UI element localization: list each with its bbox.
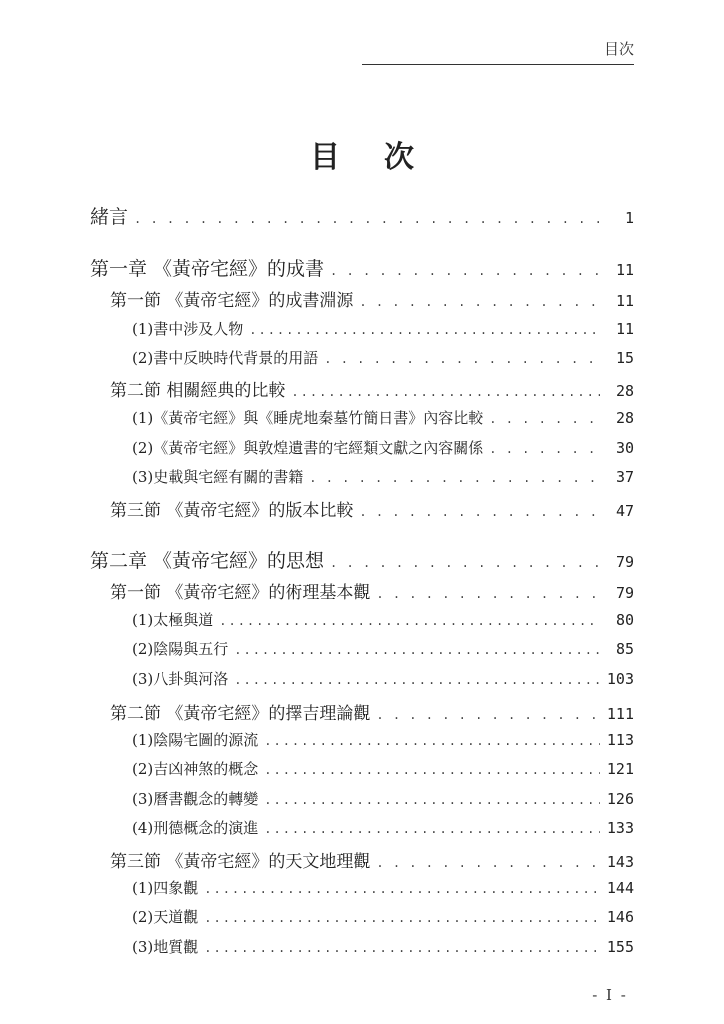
toc-entry-subsection[interactable] — [132, 817, 634, 838]
toc-entry-subsection[interactable] — [132, 638, 634, 659]
toc-page: 15 — [615, 349, 634, 367]
dot-leader — [376, 708, 600, 722]
page-folio: - I - — [592, 986, 628, 1004]
toc-page: 47 — [615, 502, 634, 520]
dot-leader — [204, 941, 600, 955]
toc-label: 第一節 《黃帝宅經》的成書淵源 — [110, 291, 354, 311]
toc-label: (3)八卦與河洛 — [132, 670, 229, 688]
toc-label: 第一節 《黃帝宅經》的術理基本觀 — [110, 583, 371, 603]
toc-label: (3)曆書觀念的轉變 — [132, 790, 259, 808]
toc-page: 79 — [615, 553, 634, 571]
toc-entry-section[interactable] — [110, 376, 634, 401]
dot-leader — [234, 673, 600, 687]
toc-page: 28 — [615, 382, 634, 400]
toc-entry-chapter-2[interactable] — [90, 546, 634, 573]
dot-leader — [249, 323, 600, 337]
toc-entry-subsection[interactable] — [132, 788, 634, 809]
toc-entry-subsection[interactable] — [132, 318, 634, 339]
toc-entry-section[interactable] — [110, 286, 634, 311]
toc-page: 11 — [615, 261, 634, 279]
toc-entry-subsection[interactable] — [132, 758, 634, 779]
toc-label: (3)地質觀 — [132, 938, 199, 956]
dot-leader — [330, 264, 600, 278]
toc-label: 第二章 《黃帝宅經》的思想 — [90, 550, 325, 572]
toc-entry-section[interactable] — [110, 578, 634, 603]
dot-leader — [264, 822, 600, 836]
dot-leader — [234, 643, 600, 657]
toc-label: (2)書中反映時代背景的用語 — [132, 349, 319, 367]
toc-label: (2)天道觀 — [132, 908, 199, 926]
toc-label: 緒言 — [90, 206, 129, 228]
toc-label: 第二節 相關經典的比較 — [110, 381, 286, 401]
dot-leader — [264, 793, 600, 807]
toc-label: (3)史載與宅經有關的書籍 — [132, 468, 304, 486]
toc-page: 79 — [615, 584, 634, 602]
toc-entry-subsection[interactable] — [132, 347, 634, 368]
dot-leader — [309, 471, 600, 485]
toc-page: 80 — [615, 611, 634, 629]
toc-entry-chapter-1[interactable] — [90, 254, 634, 281]
toc-page: 37 — [615, 468, 634, 486]
toc-page: 126 — [606, 790, 634, 808]
running-head: 目次 — [603, 40, 634, 58]
toc-page: 133 — [606, 819, 634, 837]
dot-leader — [324, 352, 600, 366]
toc-page: 1 — [624, 209, 634, 227]
toc-label: 第三節 《黃帝宅經》的版本比較 — [110, 501, 354, 521]
toc-page: 143 — [606, 853, 634, 871]
toc-label: (1)書中涉及人物 — [132, 320, 244, 338]
toc-entry-section[interactable] — [110, 847, 634, 872]
dot-leader — [264, 763, 600, 777]
toc-page: 103 — [606, 670, 634, 688]
toc-label: (2)吉凶神煞的概念 — [132, 760, 259, 778]
toc-label: (1)《黃帝宅經》與《睡虎地秦墓竹簡日書》內容比較 — [132, 409, 484, 427]
toc-page: 144 — [606, 879, 634, 897]
toc-page: 121 — [606, 760, 634, 778]
toc-page: 30 — [615, 439, 634, 457]
toc-label: (1)四象觀 — [132, 879, 199, 897]
toc-label: (2)陰陽與五行 — [132, 640, 229, 658]
toc-page: 146 — [606, 908, 634, 926]
toc-label: 第二節 《黃帝宅經》的擇吉理論觀 — [110, 704, 371, 724]
toc-entry-subsection[interactable] — [132, 407, 634, 428]
toc-entry-subsection[interactable] — [132, 668, 634, 689]
toc-entry-section[interactable] — [110, 699, 634, 724]
dot-leader — [359, 505, 600, 519]
toc-entry-subsection[interactable] — [132, 906, 634, 927]
toc-entry-preface[interactable] — [90, 202, 634, 229]
toc-label: 第三節 《黃帝宅經》的天文地理觀 — [110, 852, 371, 872]
dot-leader — [376, 856, 600, 870]
dot-leader — [376, 587, 600, 601]
toc-label: 第一章 《黃帝宅經》的成書 — [90, 258, 325, 280]
toc-page: 11 — [615, 320, 634, 338]
title-char-2: 次 — [384, 140, 414, 175]
dot-leader — [264, 734, 600, 748]
toc-label: (2)《黃帝宅經》與敦煌遺書的宅經類文獻之內容關係 — [132, 439, 484, 457]
toc-page: 85 — [615, 640, 634, 658]
dot-leader — [359, 295, 600, 309]
dot-leader — [489, 442, 600, 456]
toc-page: 155 — [606, 938, 634, 956]
toc-entry-subsection[interactable] — [132, 437, 634, 458]
toc-entry-subsection[interactable] — [132, 729, 634, 750]
toc-entry-subsection[interactable] — [132, 936, 634, 957]
toc-page: 113 — [606, 731, 634, 749]
dot-leader — [134, 212, 600, 226]
dot-leader — [291, 385, 600, 399]
toc-page: 11 — [615, 292, 634, 310]
toc-label: (1)太極與道 — [132, 611, 214, 629]
title-char-1: 目 — [310, 140, 340, 175]
dot-leader — [204, 911, 600, 925]
dot-leader — [330, 556, 600, 570]
toc-entry-section[interactable] — [110, 496, 634, 521]
toc-label: (4)刑德概念的演進 — [132, 819, 259, 837]
toc-page: 111 — [606, 705, 634, 723]
dot-leader — [219, 614, 600, 628]
toc-label: (1)陰陽宅圖的源流 — [132, 731, 259, 749]
toc-page: 28 — [615, 409, 634, 427]
dot-leader — [489, 412, 600, 426]
toc-entry-subsection[interactable] — [132, 877, 634, 898]
toc-entry-subsection[interactable] — [132, 466, 634, 487]
dot-leader — [204, 882, 600, 896]
toc-entry-subsection[interactable] — [132, 609, 634, 630]
